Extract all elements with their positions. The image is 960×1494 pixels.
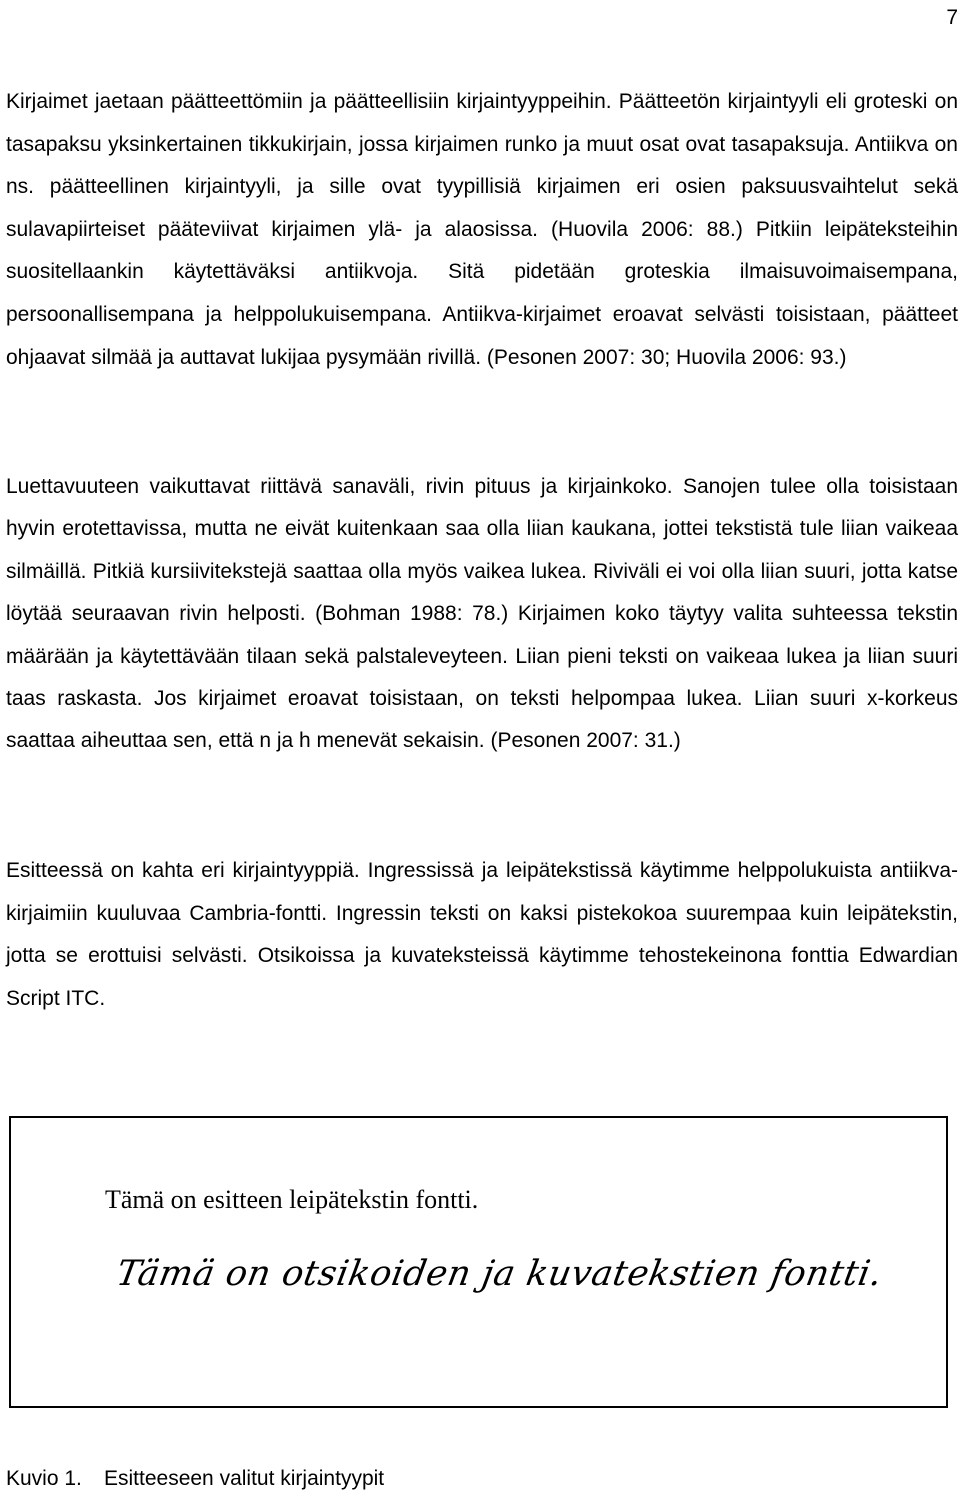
script-font-sample: Tämä on otsikoiden ja kuvatekstien fontti. — [113, 1254, 886, 1294]
paragraph-readability: Luettavuuteen vaikuttavat riittävä sanaväli, rivin pituus ja kirjainkoko. Sanojen tulee olla toisistaan hyvin erotettavissa, mutta ne eivät kuitenkaan saa olla liian kaukana, jottei tekstistä tule liian vaikeaa silmäillä. Pitkiä kursiivitekstejä saattaa olla myös vaikea lukea. Riviväli ei voi olla liian suuri, jotta katse löytää seuraavan rivin helposti. (Bohman 1988: 78.) Kirjaimen koko täytyy valita suhteessa tekstin määrään ja käytettävään tilaan sekä palstaleveyteen. Liian pieni teksti on vaikeaa lukea ja liian suuri taas raskasta. Jos kirjaimet eroavat toisistaan, on teksti helpompaa lukea. Liian suuri x-korkeus saattaa aiheuttaa sen, että n ja h menevät sekaisin. (Pesonen 2007: 31.) — [6, 475, 958, 753]
paragraph-brochure-typefaces: Esitteessä on kahta eri kirjaintyyppiä. Ingressissä ja leipätekstissä käytimme helppolukuista antiikva-kirjaimiin kuuluvaa Cambria-fontti. Ingressin teksti on kaksi pistekokoa suurempaa kuin leipätekstin, jotta se erottuisi selvästi. Otsikoissa ja kuvateksteissä käytimme tehostekeinona fonttia Edwardian Script ITC. — [6, 859, 958, 1010]
page-number: 7 — [946, 6, 958, 29]
figure-caption — [6, 1467, 384, 1491]
font-sample-figure — [9, 1116, 948, 1408]
figure-caption-text: Esitteeseen valitut kirjaintyypit — [104, 1467, 385, 1490]
paragraph-typeface-classes: Kirjaimet jaetaan päätteettömiin ja päätteellisiin kirjaintyyppeihin. Päätteetön kirjaintyyli eli groteski on tasapaksu yksinkertainen tikkukirjain, jossa kirjaimen runko ja muut osat ovat tasapaksuja. Antiikva on ns. päätteellinen kirjaintyyli, ja sille ovat tyypillisiä kirjaimen eri osien paksuusvaihtelut sekä sulavapiirteiset pääteviivat kirjaimen ylä- ja alaosissa. (Huovila 2006: 88.) Pitkiin leipäteksteihin suositellaankin käytettäväksi antiikvoja. Sitä pidetään groteskia ilmaisuvoimaisempana, persoonallisempana ja helppolukuisempana. Antiikva-kirjaimet eroavat selvästi toisistaan, päätteet ohjaavat silmää ja auttavat lukijaa pysymään rivillä. (Pesonen 2007: 30; Huovila 2006: 93.) — [6, 90, 958, 369]
body-font-sample: Tämä on esitteen leipätekstin fontti. — [105, 1185, 479, 1214]
figure-caption-label: Kuvio 1. — [6, 1467, 82, 1490]
